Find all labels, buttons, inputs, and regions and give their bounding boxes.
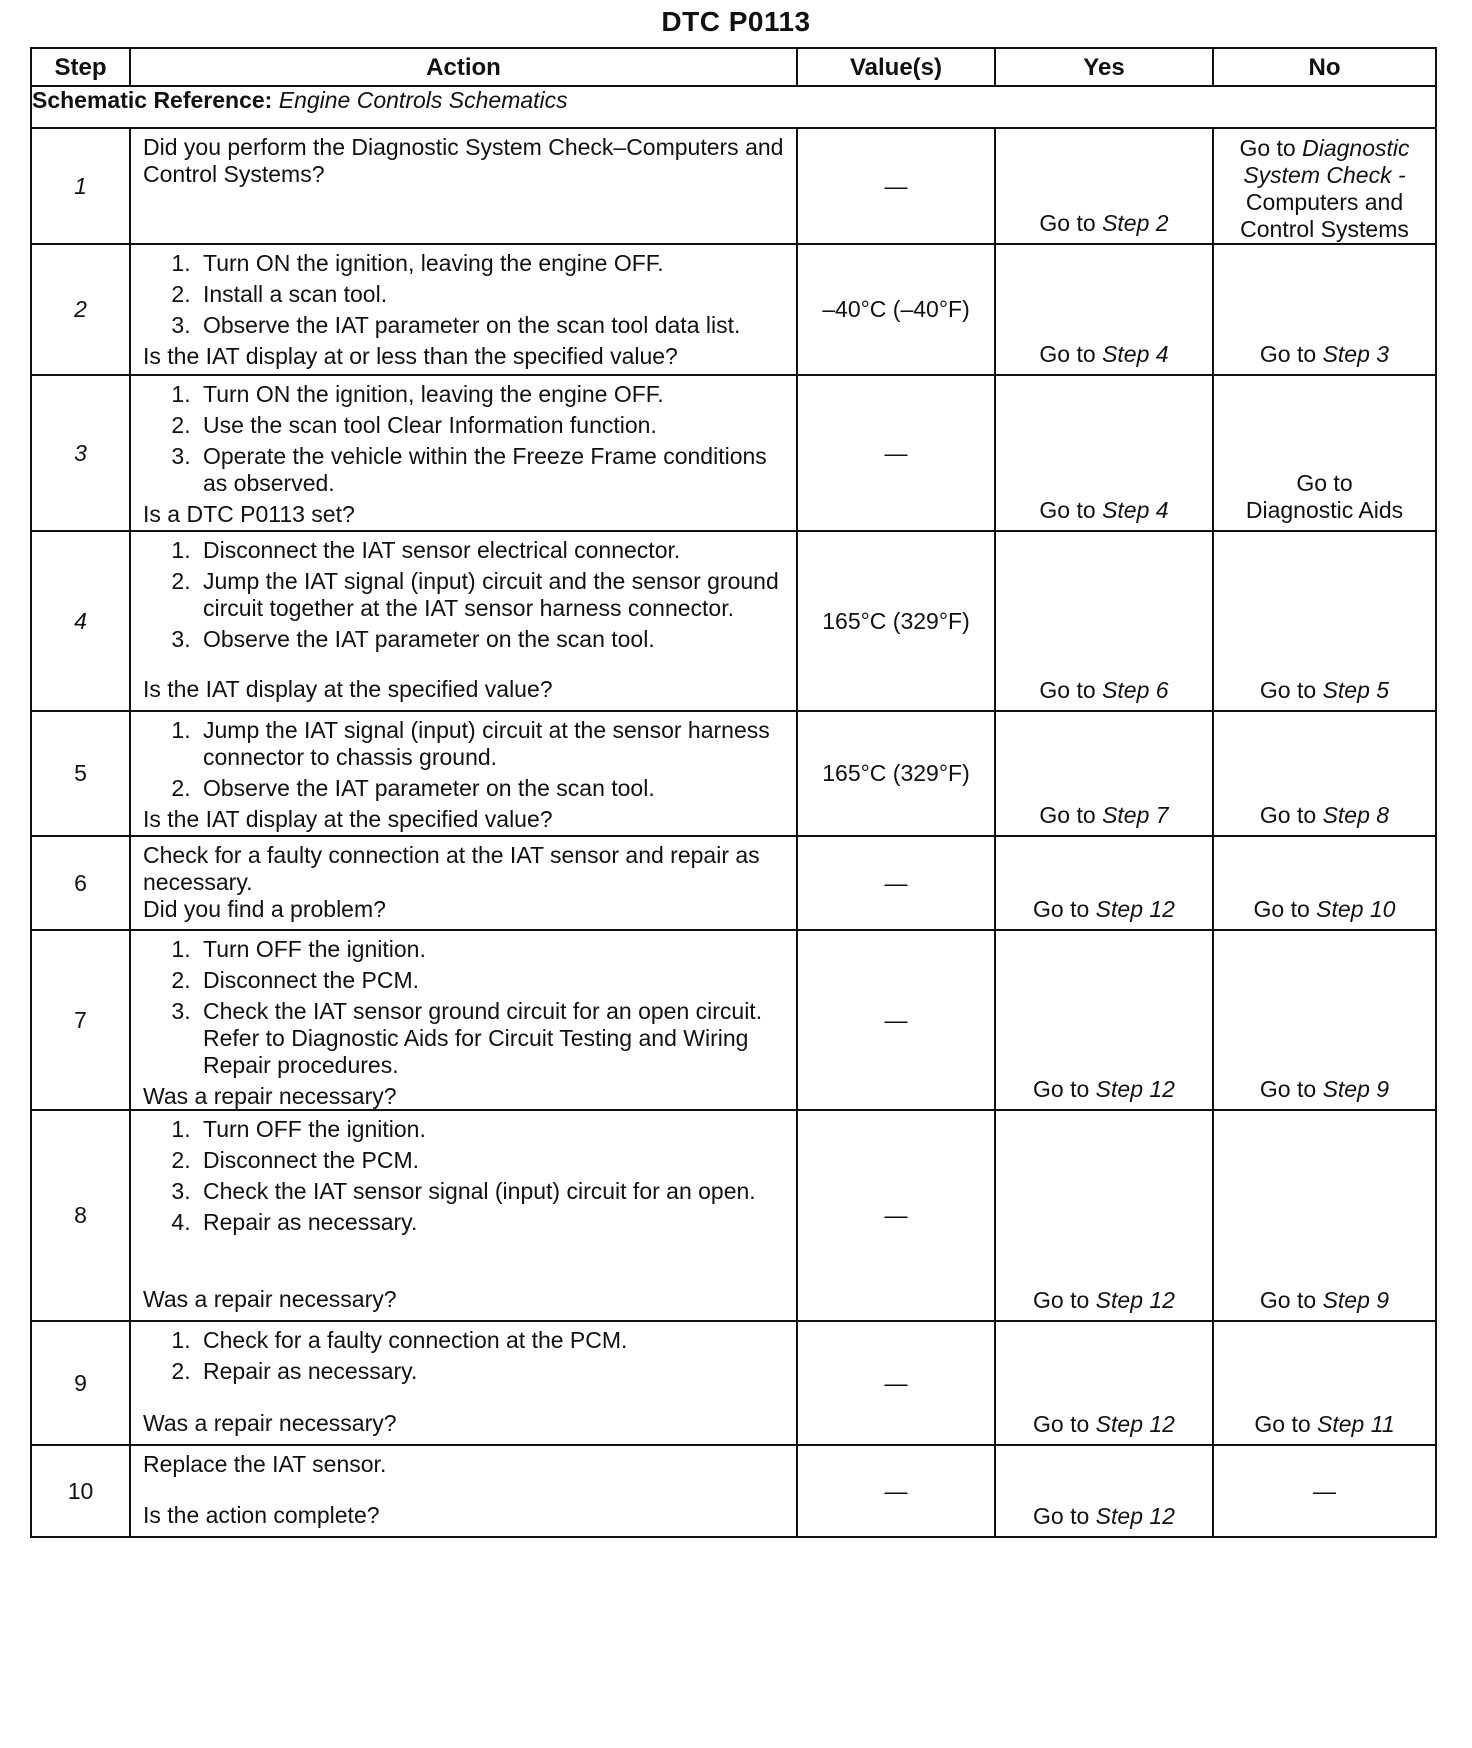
- action-question: Was a repair necessary?: [143, 1410, 397, 1436]
- action-step-item: 1. Disconnect the IAT sensor electrical connector.: [197, 537, 786, 564]
- action-step-item: 1. Turn OFF the ignition.: [197, 1116, 786, 1143]
- go-to-label: Go to: [1259, 1287, 1317, 1313]
- table-row: [31, 836, 1436, 930]
- go-to-label: Go to: [1039, 802, 1096, 828]
- action-steps-list: [143, 537, 786, 653]
- action-question: Did you find a problem?: [143, 896, 386, 922]
- step-number: 1: [31, 128, 130, 244]
- action-steps-list: [143, 381, 786, 497]
- action-step-item: 3. Check the IAT sensor signal (input) circuit for an open.: [197, 1178, 786, 1205]
- yes-step-link[interactable]: Step 4: [1102, 341, 1169, 367]
- action-step-item: 2. Jump the IAT signal (input) circuit and the sensor ground circuit together at the IAT sensor harness connector.: [197, 568, 786, 622]
- yes-step-link[interactable]: Step 4: [1102, 497, 1169, 523]
- action-step-item: 3. Observe the IAT parameter on the scan tool data list.: [197, 312, 786, 339]
- action-step-item: 1. Turn OFF the ignition.: [197, 936, 786, 963]
- action-step-item: 2. Use the scan tool Clear Information function.: [197, 412, 786, 439]
- action-text: Check for a faulty connection at the IAT sensor and repair as necessary.: [143, 842, 760, 895]
- schematic-reference: [31, 86, 1436, 128]
- no-step-link[interactable]: Step 10: [1316, 896, 1396, 922]
- go-to-label: Go to: [1259, 802, 1317, 828]
- value-cell: 165°C (329°F): [797, 531, 995, 711]
- go-to-label: Go to: [1033, 896, 1090, 922]
- action-cell: [130, 128, 797, 244]
- yes-step-link[interactable]: Step 7: [1102, 802, 1169, 828]
- no-cell: [1213, 1110, 1436, 1321]
- table-row: [31, 244, 1436, 375]
- no-cell: [1213, 531, 1436, 711]
- go-to-label: Go to: [1259, 341, 1317, 367]
- step-number: 5: [31, 711, 130, 836]
- go-to-label: Go to: [1039, 497, 1096, 523]
- action-text: Replace the IAT sensor.: [143, 1451, 387, 1477]
- action-cell: [130, 1321, 797, 1445]
- yes-cell: [995, 128, 1213, 244]
- step-number: 3: [31, 375, 130, 531]
- action-steps-list: [143, 717, 786, 802]
- action-cell: [130, 375, 797, 531]
- yes-cell: [995, 930, 1213, 1110]
- table-row: [31, 711, 1436, 836]
- action-step-item: 4. Repair as necessary.: [197, 1209, 786, 1236]
- no-step-link[interactable]: Step 3: [1322, 341, 1390, 367]
- action-steps-list: [143, 1116, 786, 1236]
- value-cell: —: [797, 1445, 995, 1537]
- value-cell: —: [797, 1321, 995, 1445]
- step-number: 9: [31, 1321, 130, 1445]
- yes-step-link[interactable]: Step 6: [1102, 677, 1169, 703]
- go-to-label: Go to: [1033, 1411, 1090, 1437]
- action-steps-list: [143, 936, 786, 1079]
- no-target-link[interactable]: Diagnostic Aids: [1245, 497, 1404, 523]
- yes-cell: [995, 1321, 1213, 1445]
- step-number: 10: [31, 1445, 130, 1537]
- action-step-item: 1. Jump the IAT signal (input) circuit at the sensor harness connector to chassis ground.: [197, 717, 786, 771]
- yes-step-link[interactable]: Step 12: [1095, 1287, 1175, 1313]
- header-action: Action: [130, 48, 797, 86]
- no-step-link[interactable]: Step 8: [1322, 802, 1390, 828]
- no-step-link[interactable]: Step 11: [1317, 1411, 1395, 1437]
- action-step-item: 1. Turn ON the ignition, leaving the engine OFF.: [197, 381, 786, 408]
- go-to-label: Go to: [1033, 1287, 1090, 1313]
- no-cell: [1213, 711, 1436, 836]
- action-question: Was a repair necessary?: [143, 1083, 397, 1109]
- action-step-item: 2. Disconnect the PCM.: [197, 967, 786, 994]
- schematic-label: Schematic Reference:: [32, 87, 273, 113]
- action-question: Is the action complete?: [143, 1502, 380, 1528]
- action-question: Is the IAT display at or less than the specified value?: [143, 343, 678, 369]
- no-step-link[interactable]: Step 5: [1322, 677, 1390, 703]
- go-to-label: Go to: [1033, 1076, 1090, 1102]
- action-step-item: 1. Turn ON the ignition, leaving the engine OFF.: [197, 250, 786, 277]
- no-cell: [1213, 1321, 1436, 1445]
- go-to-label: Go to: [1253, 896, 1310, 922]
- value-cell: —: [797, 128, 995, 244]
- action-question: Was a repair necessary?: [143, 1286, 397, 1312]
- go-to-label: Go to: [1039, 210, 1096, 236]
- action-step-item: 3. Observe the IAT parameter on the scan tool.: [197, 626, 786, 653]
- value-cell: 165°C (329°F): [797, 711, 995, 836]
- yes-cell: [995, 244, 1213, 375]
- page-title: DTC P0113: [661, 6, 811, 37]
- no-step-link[interactable]: Diagnostic System Check -: [1243, 135, 1410, 188]
- step-number: 2: [31, 244, 130, 375]
- go-to-label: Go to: [1039, 677, 1096, 703]
- table-row: [31, 1110, 1436, 1321]
- action-step-item: 2. Install a scan tool.: [197, 281, 786, 308]
- table-row: [31, 531, 1436, 711]
- table-header-row: [31, 48, 1436, 86]
- go-to-label: Go to: [1259, 677, 1317, 703]
- diagnostic-table: [30, 47, 1437, 1538]
- header-values: Value(s): [797, 48, 995, 86]
- action-steps-list: [143, 250, 786, 339]
- schematic-ref-link: Engine Controls Schematics: [278, 87, 568, 113]
- action-step-item: 2. Repair as necessary.: [197, 1358, 786, 1385]
- yes-cell: [995, 711, 1213, 836]
- yes-step-link[interactable]: Step 12: [1095, 896, 1175, 922]
- yes-cell: [995, 1110, 1213, 1321]
- go-to-label: Go to: [1039, 341, 1096, 367]
- yes-cell: [995, 836, 1213, 930]
- value-cell: —: [797, 930, 995, 1110]
- action-question: Is a DTC P0113 set?: [143, 501, 355, 527]
- yes-step-link[interactable]: Step 2: [1102, 210, 1169, 236]
- no-cell: [1213, 836, 1436, 930]
- action-cell: [130, 1445, 797, 1537]
- table-row: [31, 930, 1436, 1110]
- action-text: Did you perform the Diagnostic System Check–Computers and Control Systems?: [143, 134, 784, 187]
- step-number: 6: [31, 836, 130, 930]
- yes-step-link[interactable]: Step 12: [1095, 1411, 1175, 1437]
- table-row: [31, 1445, 1436, 1537]
- table-row: [31, 128, 1436, 244]
- action-step-item: 2. Observe the IAT parameter on the scan tool.: [197, 775, 786, 802]
- step-number: 7: [31, 930, 130, 1110]
- action-steps-list: [143, 1327, 786, 1385]
- action-step-item: 3. Check the IAT sensor ground circuit for an open circuit. Refer to Diagnostic Aids for Circuit Testing and Wiring Repair procedures.: [197, 998, 786, 1079]
- action-question: Is the IAT display at the specified value?: [143, 806, 553, 832]
- go-to-label: Go to: [1239, 135, 1296, 161]
- header-step: Step: [31, 48, 130, 86]
- value-cell: —: [797, 836, 995, 930]
- go-to-label: Go to: [1033, 1503, 1090, 1529]
- header-yes: Yes: [995, 48, 1213, 86]
- action-cell: [130, 711, 797, 836]
- header-no: No: [1213, 48, 1436, 86]
- table-row: [31, 375, 1436, 531]
- value-cell: —: [797, 1110, 995, 1321]
- no-step-link[interactable]: Step 9: [1322, 1076, 1390, 1102]
- action-cell: [130, 1110, 797, 1321]
- action-question: Is the IAT display at the specified value?: [143, 676, 553, 702]
- no-cell: —: [1213, 1445, 1436, 1537]
- table-row: [31, 1321, 1436, 1445]
- go-to-label: Go to: [1254, 1411, 1311, 1437]
- no-cell: [1213, 244, 1436, 375]
- value-cell: —: [797, 375, 995, 531]
- schematic-reference-row: [31, 86, 1436, 128]
- action-cell: [130, 836, 797, 930]
- no-cell: [1213, 128, 1436, 244]
- value-cell: –40°C (–40°F): [797, 244, 995, 375]
- yes-step-link[interactable]: Step 12: [1095, 1503, 1175, 1529]
- action-cell: [130, 930, 797, 1110]
- yes-step-link[interactable]: Step 12: [1095, 1076, 1175, 1102]
- action-cell: [130, 531, 797, 711]
- no-cell: [1213, 930, 1436, 1110]
- no-target-text: Computers and Control Systems: [1240, 189, 1409, 242]
- no-cell: [1213, 375, 1436, 531]
- action-step-item: 2. Disconnect the PCM.: [197, 1147, 786, 1174]
- yes-cell: [995, 375, 1213, 531]
- action-cell: [130, 244, 797, 375]
- action-step-item: 3. Operate the vehicle within the Freeze Frame conditions as observed.: [197, 443, 786, 497]
- no-step-link[interactable]: Step 9: [1322, 1287, 1390, 1313]
- yes-cell: [995, 1445, 1213, 1537]
- action-step-item: 1. Check for a faulty connection at the PCM.: [197, 1327, 786, 1354]
- go-to-label: Go to: [1259, 1076, 1317, 1102]
- step-number: 4: [31, 531, 130, 711]
- yes-cell: [995, 531, 1213, 711]
- step-number: 8: [31, 1110, 130, 1321]
- go-to-label: Go to: [1296, 470, 1353, 496]
